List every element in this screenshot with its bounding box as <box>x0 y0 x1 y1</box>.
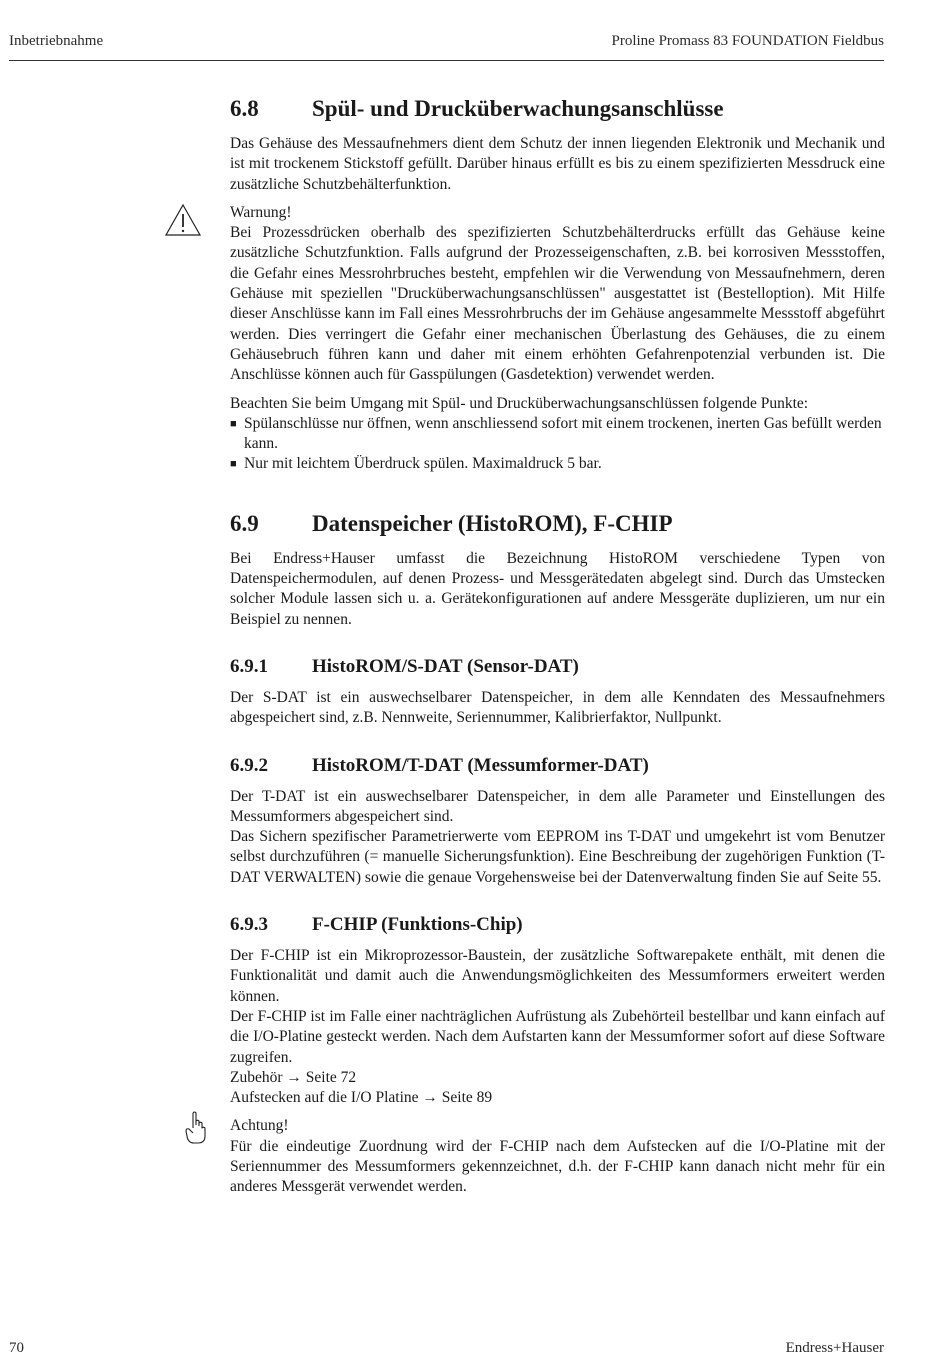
square-bullet-icon: ■ <box>230 458 237 471</box>
page-number: 70 <box>9 1340 24 1356</box>
running-header-left: Inbetriebnahme <box>9 33 104 49</box>
running-header-right: Proline Promass 83 FOUNDATION Fieldbus <box>611 33 884 49</box>
section-title: HistoROM/S-DAT (Sensor-DAT) <box>312 655 579 677</box>
warning-text: Bei Prozessdrücken oberhalb des spezifizierten Schutzbehälterdrucks erfüllt das Gehäuse keine zusätzliche Schutzfunktion. Falls aufgrund der Prozesseigenschaften, z.B. bei korrosiven Messstoffen, die Gefahr eines Messrohrbruches besteht, empfehlen wir die Verwendung von Messaufnehmern, deren Gehäuse mit speziellen "Drucküberwachungsanschlüssen" ausgestattet ist (Bestelloption). Mit Hilfe dieser Anschlüsse kann im Fall eines Messrohrbruchs der im Gehäuse angesammelte Messstoff abgeführt werden. Dies verringert die Gefahr einer mechanischen Überlastung des Gehäuses, die zu einem Gehäusebruch führen kann und daher mit einem erhöhten Gefahrenpotenzial verbunden ist. Die Anschlüsse können auch für Gasspülungen (Gasdetektion) verwendet werden. <box>230 224 885 384</box>
bullet-list <box>230 414 885 475</box>
subsection-heading-6-9-3 <box>230 914 885 942</box>
paragraph: Der T-DAT ist ein auswechselbarer Datenspeicher, in dem alle Parameter und Einstellungen des Messumformers abgespeichert sind. <box>230 787 885 825</box>
section-title: Spül- und Drucküberwachungsanschlüsse <box>312 96 724 121</box>
paragraph: Der F-CHIP ist ein Mikroprozessor-Baustein, der zusätzliche Softwarepakete enthält, mit denen die Funktionalität und damit auch die Anwendungsmöglichkeiten des Messumformers erweitert werden können. <box>230 947 885 1005</box>
paragraph: Beachten Sie beim Umgang mit Spül- und Drucküberwachungsanschlüssen folgende Punkte: <box>230 394 809 412</box>
section-number: 6.8 <box>230 96 259 121</box>
caution-label: Achtung! <box>230 1117 289 1135</box>
list-item-text: Nur mit leichtem Überdruck spülen. Maximaldruck 5 bar. <box>244 455 602 473</box>
footer-brand: Endress+Hauser <box>785 1340 884 1356</box>
section-heading-6-8 <box>230 96 885 128</box>
section-heading-6-9 <box>230 511 885 543</box>
header-rule <box>9 60 884 61</box>
warning-note <box>230 203 885 386</box>
section-number: 6.9.2 <box>230 754 268 776</box>
page-content <box>230 96 885 1198</box>
paragraph: Das Gehäuse des Messaufnehmers dient dem Schutz der innen liegenden Elektronik und Mechanik und ist mit trockenem Stickstoff gefüllt. Darüber hinaus erfüllt es bis zu einem spezifizierten Messdruck eine zusätzliche Schutzbehälterfunktion. <box>230 135 885 193</box>
subsection-heading-6-9-2 <box>230 755 885 783</box>
section-number: 6.9.3 <box>230 914 268 936</box>
paragraph: Das Sichern spezifischer Parametrierwerte vom EEPROM ins T-DAT und umgekehrt ist vom Benutzer selbst durchzuführen (= manuelle Sicherungsfunktion). Eine Beschreibung der zugehörigen Funktion (T-DAT VERWALTEN) sowie die genaue Vorgehensweise bei der Datenverwaltung finden Sie auf Seite 55. <box>230 828 885 886</box>
paragraph: Der F-CHIP ist im Falle einer nachträglichen Aufrüstung als Zubehörteil bestellbar und kann einfach auf die I/O-Platine gesteckt werden. Nach dem Aufstarten kann der Messumformer sofort auf diese Software zugreifen. <box>230 1007 885 1066</box>
caution-note <box>230 1116 885 1197</box>
list-item <box>230 414 885 455</box>
caution-text: Für die eindeutige Zuordnung wird der F-CHIP nach dem Aufstecken auf die I/O-Platine mit der Seriennummer des Messumformers gekennzeichnet, d.h. der F-CHIP kann danach nicht mehr für ein anderes Messgerät verwendet werden. <box>230 1137 885 1196</box>
paragraph: Der S-DAT ist ein auswechselbarer Datenspeicher, in dem alle Kenndaten des Messaufnehmers abgespeichert sind, z.B. Nennweite, Seriennummer, Kalibrierfaktor, Nullpunkt. <box>230 688 885 727</box>
square-bullet-icon: ■ <box>230 417 237 430</box>
warning-label: Warnung! <box>230 203 292 221</box>
cross-reference: Zubehör → Seite 72 <box>230 1068 357 1086</box>
section-title: F-CHIP (Funktions-Chip) <box>312 914 523 936</box>
pointing-hand-icon <box>184 1110 208 1151</box>
section-title: Datenspeicher (HistoROM), F-CHIP <box>312 510 673 536</box>
paragraph: Bei Endress+Hauser umfasst die Bezeichnung HistoROM verschiedene Typen von Datenspeichermodulen, auf denen Prozess- und Messgerätedaten abgelegt sind. Durch das Umstecken solcher Module lassen sich u. a. Gerätekonfigurationen auf andere Messgeräte duplizieren, um nur ein Beispiel zu nennen. <box>230 549 885 628</box>
subsection-heading-6-9-1 <box>230 656 885 684</box>
section-number: 6.9.1 <box>230 655 268 677</box>
section-number: 6.9 <box>230 510 259 536</box>
cross-reference: Aufstecken auf die I/O Platine → Seite 89 <box>230 1089 493 1107</box>
list-item-text: Spülanschlüsse nur öffnen, wenn anschliessend sofort mit einem trockenen, inerten Gas befüllt werden kann. <box>244 414 882 453</box>
list-item <box>230 454 885 474</box>
section-title: HistoROM/T-DAT (Messumformer-DAT) <box>312 754 649 776</box>
warning-triangle-icon <box>164 203 202 242</box>
